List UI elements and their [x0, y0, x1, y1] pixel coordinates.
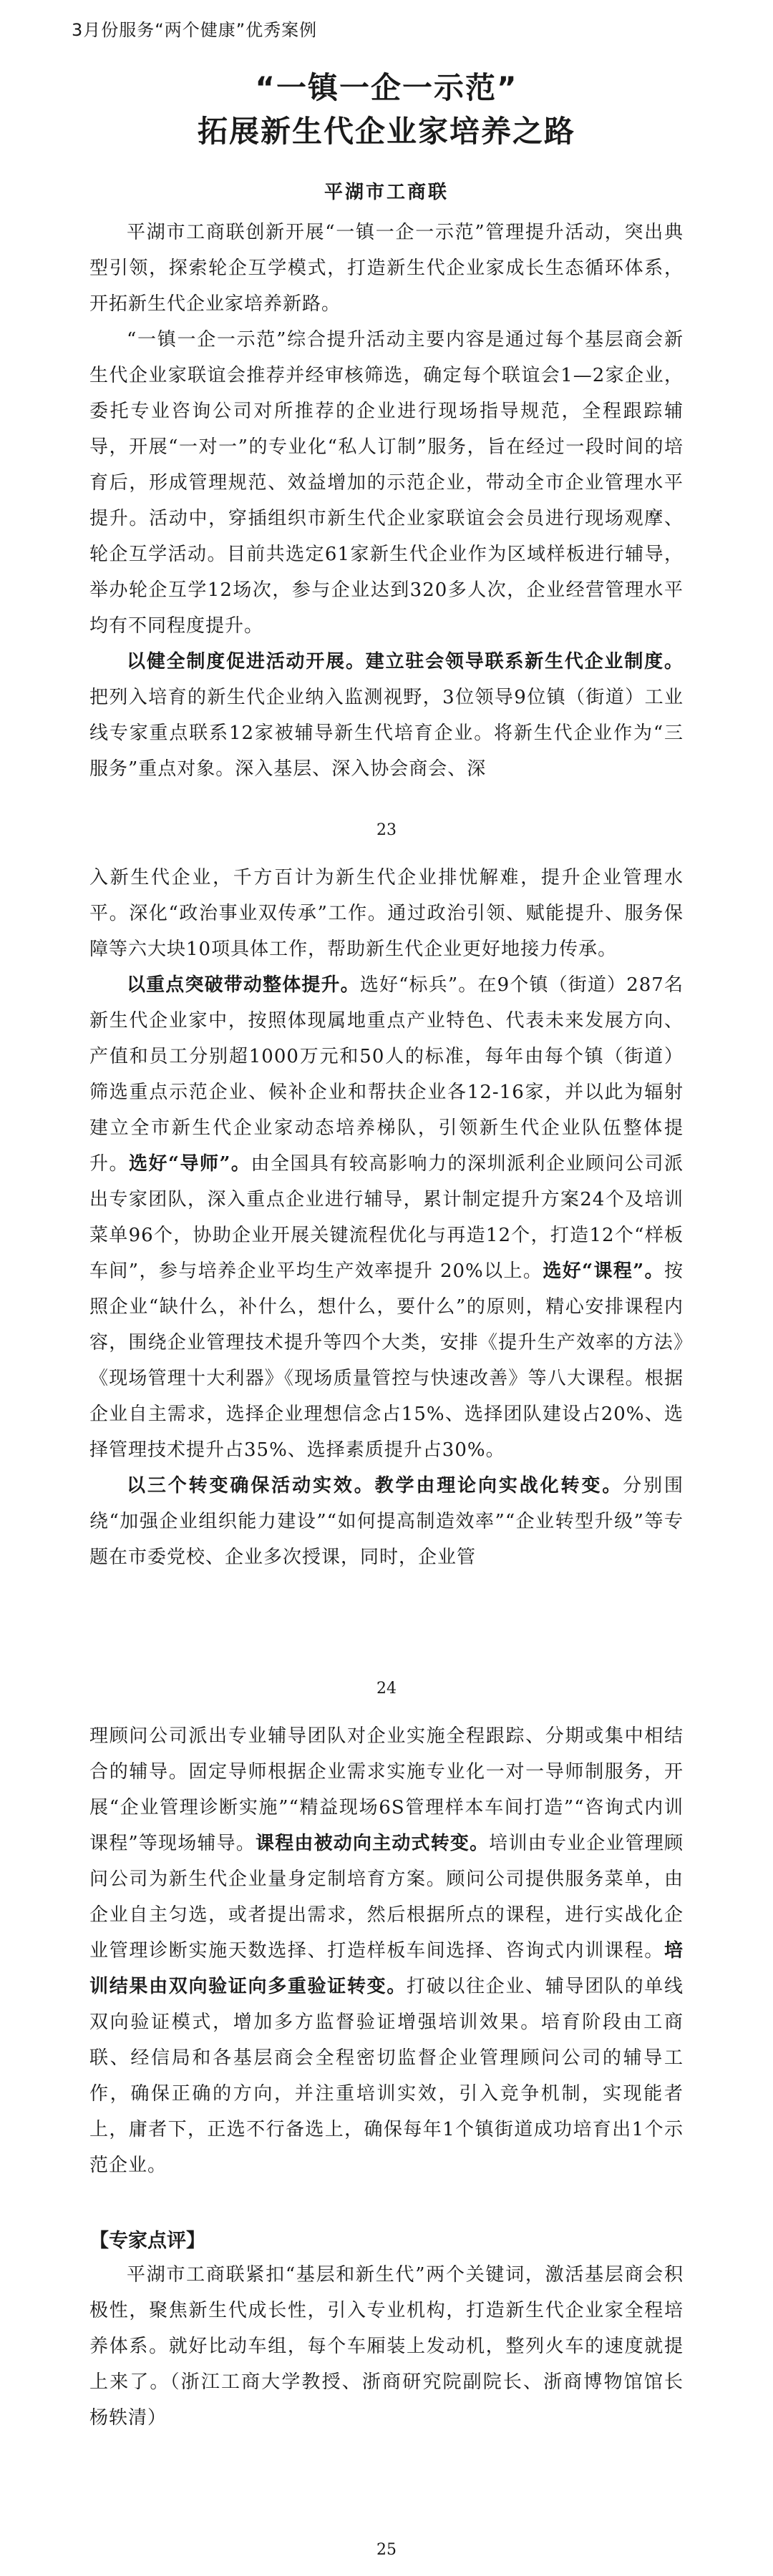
section3-text-b: 理顾问公司派出专业辅导团队对企业实施全程跟踪、分期或集中相结合的辅导。固定导师根据企业需求实施专业化一对一导师制服务，开展“企业管理诊断实施”“精益现场6S管理样本车间打造”“咨询式内训课程”等现场辅导。: [89, 1725, 684, 1854]
section3-paragraph-end: [89, 1718, 684, 2183]
section1-paragraph-end: 入新生代企业，千方百计为新生代企业排忧解难，提升企业管理水平。深化“政治事业双传承”工作。通过政治引领、赋能提升、服务保障等六大块10项具体工作，帮助新生代企业更好地接力传承。: [89, 867, 684, 960]
section3-text-c: 培训由专业企业管理顾问公司为新生代企业量身定制培育方案。顾问公司提供服务菜单，由企业自主匀选，或者提出需求，然后根据所点的课程，进行实战化企业管理诊断实施天数选择、打造样板车间选择、咨询式内训课程。: [89, 1833, 684, 1962]
overview-paragraph: “一镇一企一示范”综合提升活动主要内容是通过每个基层商会新生代企业家联谊会推荐并经审核筛选，确定每个联谊会1—2家企业，委托专业咨询公司对所推荐的企业进行现场指导规范，全程跟踪辅导，开展“一对一”的专业化“私人订制”服务，旨在经过一段时间的培育后，形成管理规范、效益增加的示范企业，带动全市企业管理水平提升。活动中，穿插组织市新生代企业家联谊会会员进行现场观摩、轮企互学活动。目前共选定61家新生代企业作为区域样板进行辅导，举办轮企互学12场次，参与企业达到320多人次，企业经营管理水平均有不同程度提升。: [89, 329, 684, 637]
section2-text-a: 选好“标兵”。在9个镇（街道）287名新生代企业家中，按照体现属地重点产业特色、代表未来发展方向、产值和员工分别超1000万元和50人的标准，每年由每个镇（街道）筛选重点示范企业、候补企业和帮扶企业各12-16家，并以此为辐射建立全市新生代企业家动态培养梯队，引领新生代企业队伍整体提升。: [89, 974, 684, 1175]
article-author: 平湖市工商联: [324, 182, 449, 203]
section3-text-d: 打破以往企业、辅导团队的单线双向验证模式，增加多方监督验证增强培训效果。培育阶段由工商联、经信局和各基层商会全程密切监督企业管理顾问公司的辅导工作，确保正确的方向，并注重培训实效，引入竞争机制，实现能者上，庸者下，正选不行备选上，确保每年1个镇街道成功培育出1个示范企业。: [89, 1976, 684, 2176]
section1-bold-text: 建立驻会领导联系新生代企业制度。: [365, 651, 684, 672]
page-number-24: 24: [376, 1680, 397, 1698]
section1-paragraph-start: [89, 644, 684, 787]
section1-text-a: 把列入培育的新生代企业纳入监测视野，3位领导9位镇（街道）工业线专家重点联系12家被辅导新生代培育企业。将新生代企业作为“三服务”重点对象。深入基层、深入协会商会、深: [89, 687, 684, 780]
section2-paragraph: [89, 967, 684, 1468]
article-title-line1: “一镇一企一示范”: [255, 70, 518, 105]
page-24-body: [89, 860, 684, 1575]
section3-paragraph-start: [89, 1468, 684, 1575]
page-25-body: [89, 1718, 684, 2436]
page-number-25: 25: [376, 2541, 397, 2559]
section2-text-c: 按照企业“缺什么，补什么，想什么，要什么”的原则，精心安排课程内容，围绕企业管理技术提升等四个大类，安排《提升生产效率的方法》《现场管理十大利器》《现场质量管控与快速改善》等八大课程。根据企业自主需求，选择企业理想信念占15%、选择团队建设占20%、选择管理技术提升占35%、选择素质提升占30%。: [89, 1260, 684, 1461]
section3-heading: 以三个转变确保活动实效。: [127, 1475, 375, 1497]
page-number-23: 23: [376, 821, 397, 839]
section3-text-a: 分别围绕“加强企业组织能力建设”“如何提高制造效率”“企业转型升级”等专题在市委党校、企业多次授课，同时，企业管: [89, 1475, 684, 1568]
section2-bold-course: 选好“课程”。: [543, 1260, 664, 1282]
intro-paragraph: 平湖市工商联创新开展“一镇一企一示范”管理提升活动，突出典型引领，探索轮企互学模式，打造新生代企业家成长生态循环体系，开拓新生代企业家培养新路。: [89, 222, 684, 315]
section3-bold-practice: 教学由理论向实战化转变。: [374, 1475, 623, 1497]
section3-bold-verify: 培训结果由双向验证向多重验证转变。: [89, 1940, 684, 1997]
section1-heading: 以健全制度促进活动开展。: [127, 651, 366, 672]
expert-comment-text: 平湖市工商联紧扣“基层和新生代”两个关键词，激活基层商会积极性，聚焦新生代成长性，引入专业机构，打造新生代企业家全程培养体系。就好比动车组，每个车厢装上发动机，整列火车的速度就提上来了。（浙江工商大学教授、浙商研究院副院长、浙商博物馆馆长 杨轶清）: [89, 2264, 684, 2429]
section3-bold-active: 课程由被动向主动式转变。: [256, 1833, 490, 1854]
page-23-body: [89, 215, 684, 787]
section2-bold-mentor: 选好“导师”。: [129, 1153, 251, 1175]
expert-comment-heading: 【专家点评】: [89, 2230, 205, 2252]
section2-heading: 以重点突破带动整体提升。: [127, 974, 360, 996]
header-category: 3月份服务“两个健康”优秀案例: [72, 20, 318, 40]
article-title-line2: 拓展新生代企业家培养之路: [197, 114, 575, 149]
section2-text-b: 由全国具有较高影响力的深圳派利企业顾问公司派出专家团队，深入重点企业进行辅导，累计制定提升方案24个及培训菜单96个，协助企业开展关键流程优化与再造12个，打造12个“样板车间”，参与培养企业平均生产效率提升 20%以上。: [89, 1153, 684, 1282]
